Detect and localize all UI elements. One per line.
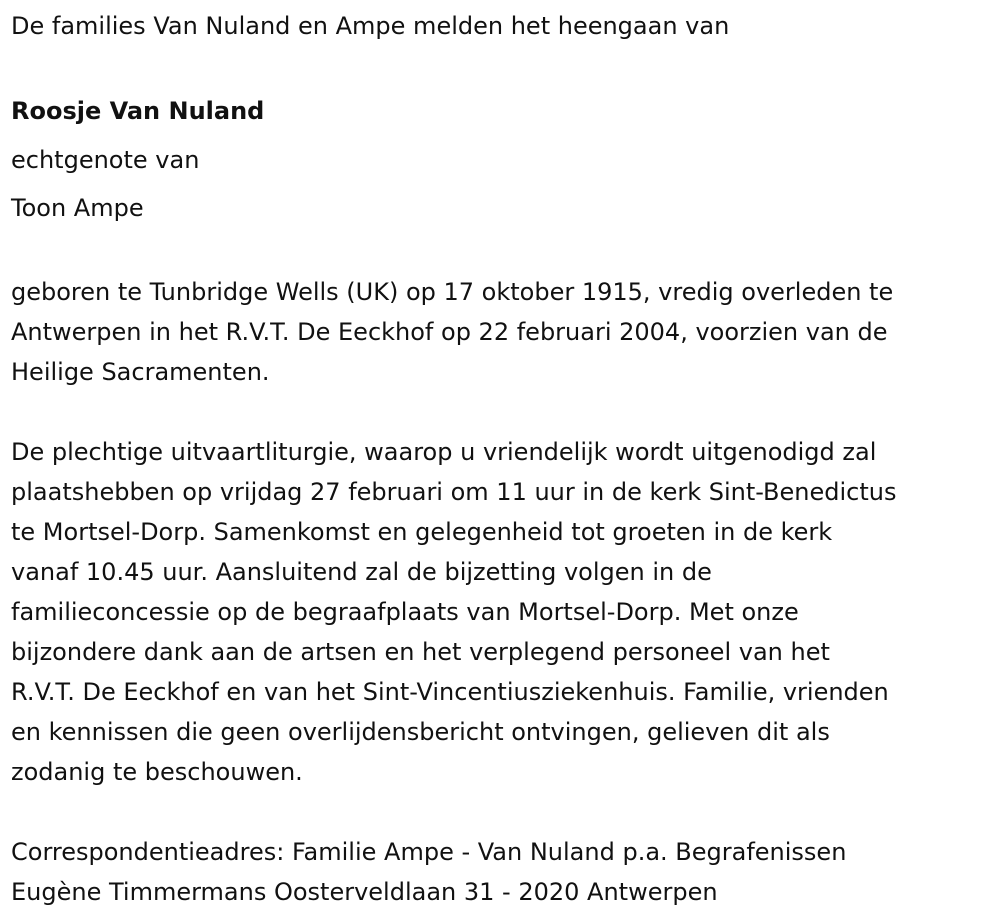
funeral-paragraph — [11, 432, 986, 792]
paragraph-line: R.V.T. De Eeckhof en van het Sint-Vincentiusziekenhuis. Familie, vrienden — [11, 678, 889, 706]
paragraph-line: geboren te Tunbridge Wells (UK) op 17 oktober 1915, vredig overleden te — [11, 278, 894, 306]
paragraph-line: De plechtige uitvaartliturgie, waarop u vriendelijk wordt uitgenodigd zal — [11, 438, 877, 466]
paragraph-line: Heilige Sacramenten. — [11, 358, 270, 386]
relation-text: echtgenote van — [11, 146, 200, 174]
paragraph-line: familieconcessie op de begraafplaats van Mortsel-Dorp. Met onze — [11, 598, 799, 626]
paragraph-line: vanaf 10.45 uur. Aansluitend zal de bijzetting volgen in de — [11, 558, 712, 586]
paragraph-line: en kennissen die geen overlijdensbericht ontvingen, gelieven dit als — [11, 718, 830, 746]
obituary-notice — [11, 6, 986, 912]
birth-death-paragraph — [11, 272, 986, 392]
paragraph-line: plaatshebben op vrijdag 27 februari om 11 uur in de kerk Sint-Benedictus — [11, 478, 897, 506]
spacer — [11, 46, 986, 86]
paragraph-line: te Mortsel-Dorp. Samenkomst en gelegenheid tot groeten in de kerk — [11, 518, 833, 546]
paragraph-line: Antwerpen in het R.V.T. De Eeckhof op 22 februari 2004, voorzien van de — [11, 318, 888, 346]
spacer — [11, 792, 986, 832]
paragraph-line: zodanig te beschouwen. — [11, 758, 303, 786]
correspondence-paragraph — [11, 832, 986, 912]
paragraph-line: Correspondentieadres: Familie Ampe - Van Nuland p.a. Begrafenissen — [11, 838, 847, 866]
spouse-name: Toon Ampe — [11, 194, 144, 222]
intro-text: De families Van Nuland en Ampe melden het heengaan van — [11, 12, 730, 40]
deceased-name: Roosje Van Nuland — [11, 97, 265, 125]
spacer — [11, 232, 986, 272]
paragraph-line: bijzondere dank aan de artsen en het verplegend personeel van het — [11, 638, 830, 666]
spacer — [11, 392, 986, 432]
paragraph-line: Eugène Timmermans Oosterveldlaan 31 - 2020 Antwerpen — [11, 878, 718, 906]
